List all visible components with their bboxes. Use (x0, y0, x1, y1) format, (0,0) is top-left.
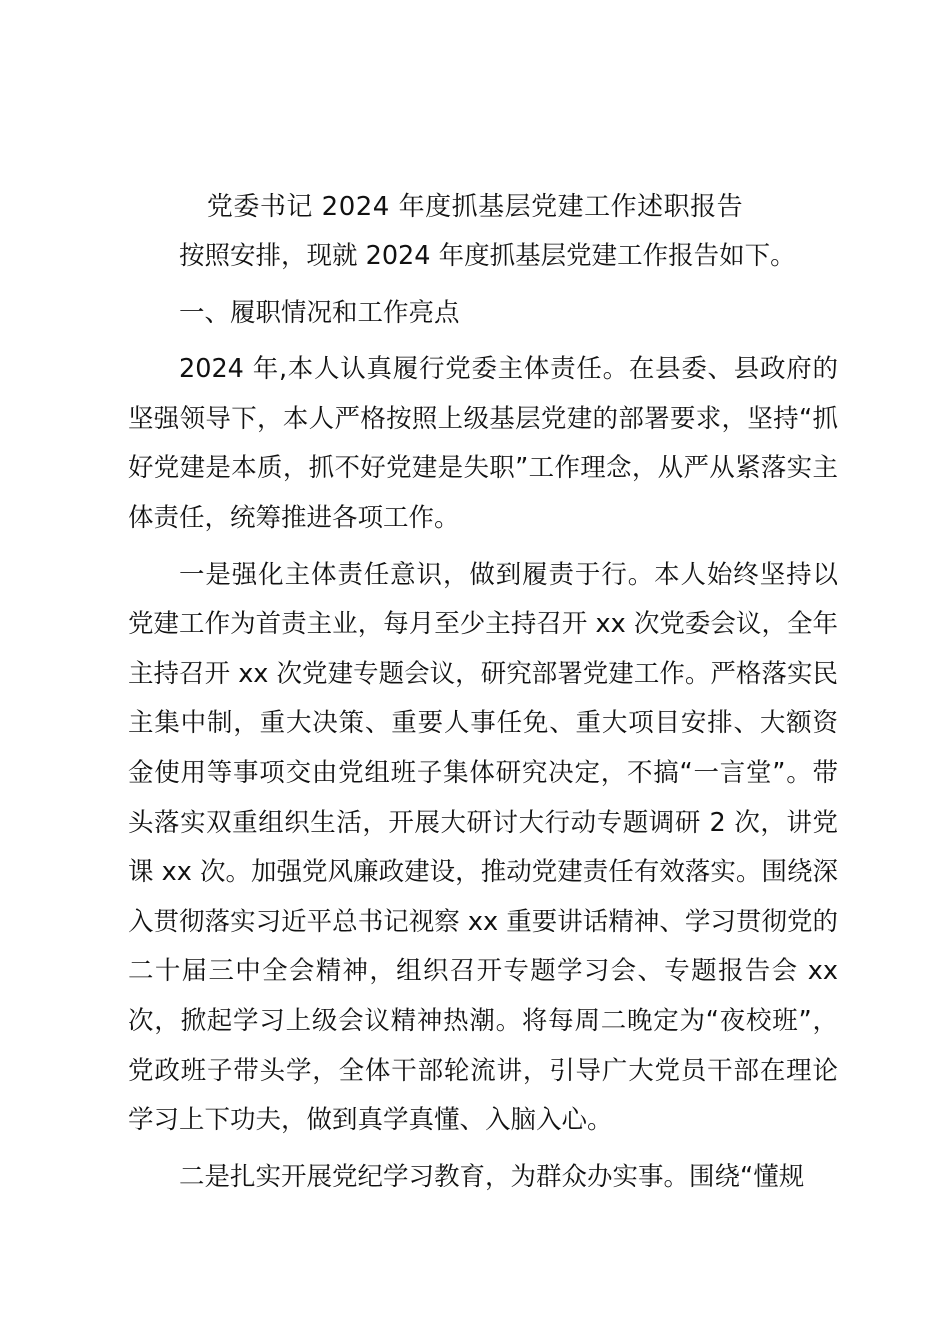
paragraph-overview: 2024 年,本人认真履行党委主体责任。在县委、县政府的坚强领导下，本人严格按照上级基层党建的部署要求，坚持“抓好党建是本质，抓不好党建是失职”工作理念，从严从紧落实主体责任，统筹推进各项工作。 (128, 354, 838, 533)
paragraph-point-two: 二是扎实开展党纪学习教育，为群众办实事。围绕“懂规 (179, 1161, 805, 1192)
document-title: 党委书记 2024 年度抓基层党建工作述职报告 (206, 192, 744, 222)
paragraph-intro: 按照安排，现就 2024 年度抓基层党建工作报告如下。 (179, 241, 796, 271)
section-heading: 一、履职情况和工作亮点 (179, 297, 460, 328)
paragraph-point-one: 一是强化主体责任意识，做到履责于行。本人始终坚持以党建工作为首责主业，每月至少主持召开 xx 次党委会议，全年主持召开 xx 次党建专题会议，研究部署党建工作。严格落实民主集中制，重大决策、重要人事任免、重大项目安排、大额资金使用等事项交由党组班子集体研究决定，不搞“一言堂”。带头落实双重组织生活，开展大研讨大行动专题调研 2 次，讲党课 xx 次。加强党风廉政建设，推动党建责任有效落实。围绕深入贯彻落实习近平总书记视察 xx 重要讲话精神、学习贯彻党的二十届三中全会精神，组织召开专题学习会、专题报告会 xx 次，掀起学习上级会议精神热潮。将每周二晚定为“夜校班”，党政班子带头学，全体干部轮流讲，引导广大党员干部在理论学习上下功夫，做到真学真懂、入脑入心。 (128, 559, 838, 1136)
document-body (128, 232, 838, 1202)
